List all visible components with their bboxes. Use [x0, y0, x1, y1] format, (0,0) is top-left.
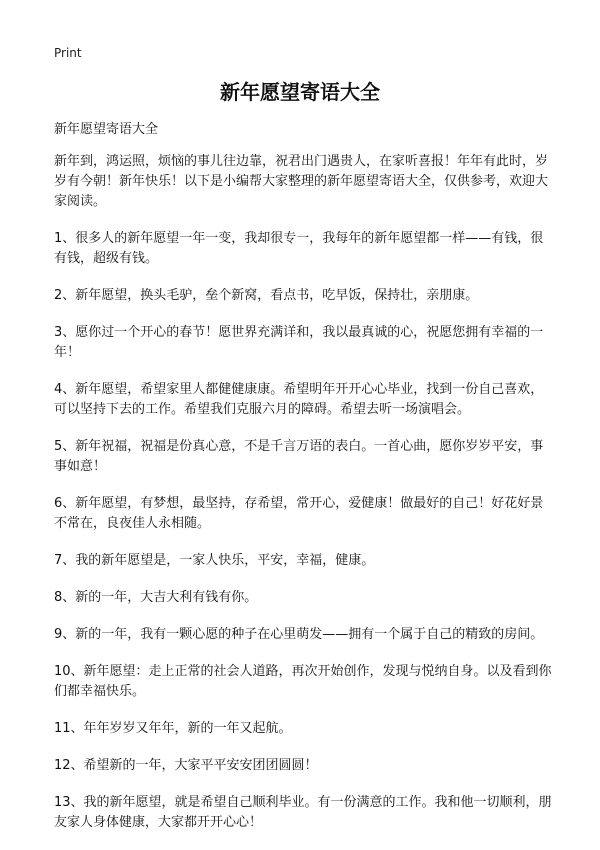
list-item: 12、希望新的一年，大家平平安安团团圆圆！: [54, 758, 318, 773]
list-item: 2、新年愿望，换头毛驴，垒个新窝，看点书，吃早饭，保持壮，亲朋康。: [54, 288, 479, 303]
list-item: 9、新的一年，我有一颗心愿的种子在心里萌发——拥有一个属于自己的精致的房间。: [54, 627, 544, 642]
list-item: 1、很多人的新年愿望一年一变，我却很专一，我每年的新年愿望都一样——有钱，很有钱，超级有钱。: [54, 231, 544, 266]
list-item: 5、新年祝福，祝福是份真心意，不是千言万语的表白。一首心曲，愿你岁岁平安，事事如意！: [54, 439, 544, 474]
list-item: 3、愿你过一个开心的春节！愿世界充满详和，我以最真诚的心，祝愿您拥有幸福的一年！: [54, 325, 544, 360]
list-item: 7、我的新年愿望是，一家人快乐，平安，幸福，健康。: [54, 553, 375, 568]
list-item: 6、新年愿望，有梦想，最坚持，存希望，常开心，爱健康！做最好的自己！好花好景不常在，良夜佳人永相随。: [54, 496, 544, 531]
article-body: [54, 120, 554, 850]
list-item: 11、年年岁岁又年年，新的一年又起航。: [54, 721, 292, 736]
print-link[interactable]: Print: [54, 46, 82, 60]
article-subtitle: 新年愿望寄语大全: [54, 122, 159, 137]
list-item: 10、新年愿望：走上正常的社会人道路，再次开始创作，发现与悦纳自身。以及看到你们都幸福快乐。: [54, 664, 552, 699]
list-item: 4、新年愿望，希望家里人都健健康康。希望明年开开心心毕业，找到一份自己喜欢，可以坚持下去的工作。希望我们克服六月的障碍。希望去听一场演唱会。: [54, 382, 544, 417]
page-title: 新年愿望寄语大全: [220, 80, 380, 104]
list-item: 13、我的新年愿望，就是希望自己顺利毕业。有一份满意的工作。我和他一切顺利，朋友家人身体健康，大家都开开心心！: [54, 795, 552, 830]
list-item: 8、新的一年，大吉大利有钱有你。: [54, 590, 258, 605]
intro-paragraph: 新年到，鸿运照，烦恼的事儿往边靠，祝君出门遇贵人，在家听喜报！年年有此时，岁岁有今朝！新年快乐！以下是小编帮大家整理的新年愿望寄语大全，仅供参考，欢迎大家阅读。: [54, 154, 549, 209]
